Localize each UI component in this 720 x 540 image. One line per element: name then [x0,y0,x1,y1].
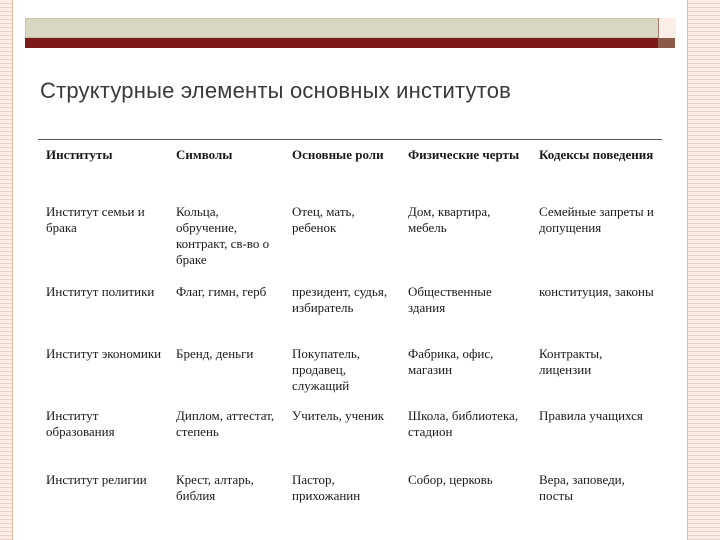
table-cell: Контракты, лицензии [539,346,603,377]
table-row [40,282,660,344]
table-header-row [40,144,660,201]
right-decorative-border [688,0,720,540]
table-cell: Кольца, обручение, контракт, св-во о браке [176,204,270,267]
table-cell: Диплом, аттестат, степень [176,408,275,439]
table-cell: конституция, законы [539,284,654,299]
table-cell: Фабрика, офис, магазин [408,346,494,377]
header-band [25,18,675,38]
table-cell: Институт политики [46,284,155,299]
table-cell: Общественные здания [408,284,492,315]
column-header-symbols: Символы [176,147,233,162]
table-cell: президент, судья, избиратель [292,284,388,315]
table-cell: Отец, мать, ребенок [292,204,355,235]
column-header-roles: Основные роли [292,147,384,162]
table-row [40,406,660,470]
table-row [40,344,660,406]
column-header-codes-of-conduct: Кодексы поведения [539,147,654,162]
table-cell: Правила учащихся [539,408,643,423]
table-cell: Собор, церковь [408,472,493,487]
table-cell: Флаг, гимн, герб [176,284,267,299]
table-cell: Институт образования [46,408,115,439]
column-header-institutions: Институты [46,147,113,162]
table-cell: Институт семьи и брака [46,204,145,235]
slide-title: Структурные элементы основных институтов [40,78,512,103]
table-top-rule [38,139,662,140]
table-cell: Покупатель, продавец, служащий [292,346,361,393]
left-border-divider [12,0,13,540]
table-cell: Вера, заповеди, посты [539,472,625,503]
table-cell: Пастор, прихожанин [292,472,361,503]
table-cell: Школа, библиотека, стадион [408,408,519,439]
left-decorative-border [0,0,12,540]
right-border-divider [687,0,688,540]
header-stripe [25,38,658,48]
table-cell: Учитель, ученик [292,408,385,423]
column-header-physical-traits: Физические черты [408,147,520,162]
table-cell: Бренд, деньги [176,346,254,361]
header-stripe-end [658,38,675,48]
institutions-table [40,144,660,532]
table-cell: Институт религии [46,472,147,487]
table-row [40,470,660,532]
table-cell: Крест, алтарь, библия [176,472,254,503]
header-band-accent [658,18,676,38]
table-cell: Дом, квартира, мебель [408,204,491,235]
table-row [40,201,660,282]
table-cell: Институт экономики [46,346,162,361]
table-cell: Семейные запреты и допущения [539,204,654,235]
